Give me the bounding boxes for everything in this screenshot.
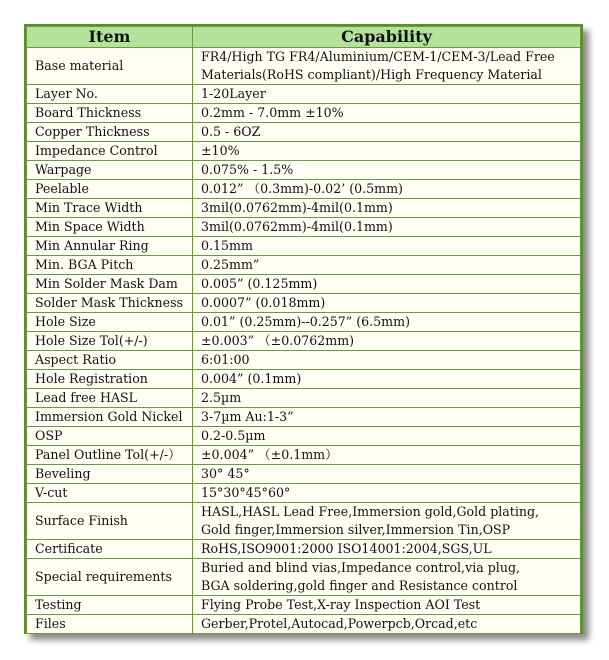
item-cell: Certificate <box>27 540 193 559</box>
capability-cell <box>193 389 581 408</box>
item-cell: Board Thickness <box>27 104 193 123</box>
capability-line: Gold finger,Immersion silver,Immersion Tin,OSP <box>201 522 511 537</box>
capability-line: 0.012” （0.3mm)-0.02’ (0.5mm) <box>201 181 403 196</box>
capability-cell <box>193 161 581 180</box>
capability-line: Gerber,Protel,Autocad,Powerpcb,Orcad,etc <box>201 616 478 631</box>
item-cell: Impedance Control <box>27 142 193 161</box>
capability-line: Flying Probe Test,X-ray Inspection AOI Test <box>201 597 481 612</box>
capability-cell <box>193 256 581 275</box>
capability-line: ±10% <box>201 143 240 158</box>
capability-line: FR4/High TG FR4/Aluminium/CEM-1/CEM-3/Lead Free <box>201 49 555 64</box>
table-row <box>27 275 581 294</box>
item-cell: Base material <box>27 48 193 85</box>
capability-cell <box>193 85 581 104</box>
item-cell: Lead free HASL <box>27 389 193 408</box>
capability-cell <box>193 142 581 161</box>
capability-line: 15°30°45°60° <box>201 485 291 500</box>
capability-line: BGA soldering,gold finger and Resistance control <box>201 578 518 593</box>
table-row <box>27 596 581 615</box>
item-cell: Files <box>27 615 193 634</box>
item-cell: Min Annular Ring <box>27 237 193 256</box>
table-row <box>27 540 581 559</box>
capability-cell <box>193 351 581 370</box>
capability-line: Materials(RoHS compliant)/High Frequency Material <box>201 67 542 82</box>
capability-line: 0.2mm - 7.0mm ±10% <box>201 105 344 120</box>
item-cell: Hole Size <box>27 313 193 332</box>
capability-cell <box>193 313 581 332</box>
capability-line: 0.0007” (0.018mm) <box>201 295 326 310</box>
capability-cell <box>193 104 581 123</box>
capability-line: 0.01” (0.25mm)--0.257” (6.5mm) <box>201 314 410 329</box>
item-cell: Aspect Ratio <box>27 351 193 370</box>
item-cell: Panel Outline Tol(+/-） <box>27 446 193 465</box>
table-row <box>27 85 581 104</box>
capability-cell <box>193 218 581 237</box>
capability-line: ±0.004” （±0.1mm） <box>201 447 338 462</box>
table-row <box>27 313 581 332</box>
capability-cell <box>193 275 581 294</box>
table-row <box>27 256 581 275</box>
capability-line: 3mil(0.0762mm)-4mil(0.1mm) <box>201 200 393 215</box>
item-cell: Min Solder Mask Dam <box>27 275 193 294</box>
capability-line: ±0.003” （±0.0762mm) <box>201 333 355 348</box>
item-cell: Immersion Gold Nickel <box>27 408 193 427</box>
item-cell: Testing <box>27 596 193 615</box>
item-cell: Min Space Width <box>27 218 193 237</box>
capability-cell <box>193 427 581 446</box>
table-row <box>27 104 581 123</box>
capability-cell <box>193 503 581 540</box>
capability-line: 3-7µm Au:1-3” <box>201 409 294 424</box>
item-cell: Min Trace Width <box>27 199 193 218</box>
capability-line: 1-20Layer <box>201 86 266 101</box>
capability-line: 0.25mm” <box>201 257 260 272</box>
capability-cell <box>193 237 581 256</box>
item-cell: Beveling <box>27 465 193 484</box>
table-row <box>27 559 581 596</box>
table-row <box>27 370 581 389</box>
table-row <box>27 615 581 634</box>
table-header-row <box>27 27 581 48</box>
capability-line: 6:01:00 <box>201 352 250 367</box>
item-cell: Surface Finish <box>27 503 193 540</box>
capability-cell <box>193 559 581 596</box>
table-row <box>27 48 581 85</box>
item-cell: Solder Mask Thickness <box>27 294 193 313</box>
table-row <box>27 123 581 142</box>
capability-cell <box>193 199 581 218</box>
capability-cell <box>193 332 581 351</box>
table-row <box>27 503 581 540</box>
capability-cell <box>193 465 581 484</box>
item-cell: Warpage <box>27 161 193 180</box>
capability-column-header: Capability <box>193 27 581 48</box>
table-row <box>27 161 581 180</box>
capability-cell <box>193 540 581 559</box>
capability-cell <box>193 294 581 313</box>
item-cell: Special requirements <box>27 559 193 596</box>
capability-line: HASL,HASL Lead Free,Immersion gold,Gold plating, <box>201 504 540 519</box>
item-cell: V-cut <box>27 484 193 503</box>
capability-line: 0.005” (0.125mm) <box>201 276 318 291</box>
capability-cell <box>193 180 581 199</box>
capability-cell <box>193 370 581 389</box>
capability-cell <box>193 615 581 634</box>
item-cell: Layer No. <box>27 85 193 104</box>
capability-cell <box>193 408 581 427</box>
table-row <box>27 389 581 408</box>
table-row <box>27 332 581 351</box>
table-row <box>27 351 581 370</box>
item-cell: Min. BGA Pitch <box>27 256 193 275</box>
capability-cell <box>193 123 581 142</box>
capability-line: 0.2-0.5µm <box>201 428 266 443</box>
capability-line: 0.15mm <box>201 238 253 253</box>
table-row <box>27 446 581 465</box>
capability-line: 30° 45° <box>201 466 250 481</box>
table-row <box>27 218 581 237</box>
capability-cell <box>193 484 581 503</box>
capability-line: 0.075% - 1.5% <box>201 162 294 177</box>
item-cell: Hole Registration <box>27 370 193 389</box>
item-column-header: Item <box>27 27 193 48</box>
capability-line: Buried and blind vias,Impedance control,via plug, <box>201 560 521 575</box>
capability-cell <box>193 446 581 465</box>
capability-cell <box>193 596 581 615</box>
table-row <box>27 180 581 199</box>
capability-cell <box>193 48 581 85</box>
capability-line: RoHS,ISO9001:2000 ISO14001:2004,SGS,UL <box>201 541 492 556</box>
item-cell: OSP <box>27 427 193 446</box>
item-cell: Hole Size Tol(+/-) <box>27 332 193 351</box>
table-body <box>27 48 581 634</box>
capability-line: 2.5µm <box>201 390 242 405</box>
table-row <box>27 199 581 218</box>
capability-line: 3mil(0.0762mm)-4mil(0.1mm) <box>201 219 393 234</box>
table-row <box>27 237 581 256</box>
table-row <box>27 294 581 313</box>
item-cell: Copper Thickness <box>27 123 193 142</box>
table-row <box>27 484 581 503</box>
table-row <box>27 408 581 427</box>
capability-line: 0.004” (0.1mm) <box>201 371 302 386</box>
capability-line: 0.5 - 6OZ <box>201 124 261 139</box>
table-row <box>27 465 581 484</box>
table-row <box>27 427 581 446</box>
table-row <box>27 142 581 161</box>
capability-table-frame <box>24 24 583 634</box>
item-cell: Peelable <box>27 180 193 199</box>
capability-table <box>26 26 581 634</box>
